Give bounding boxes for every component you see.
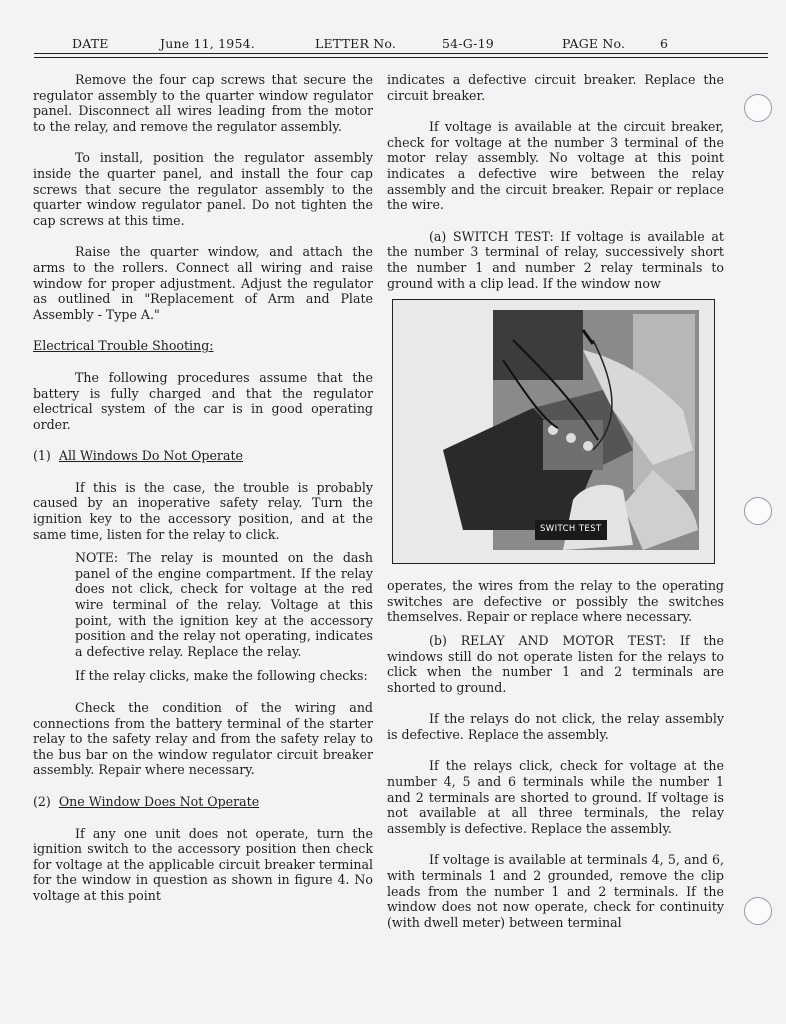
paragraph: If voltage is available at the circuit breaker, check for voltage at the number 3 terminal of the motor relay assembly. No voltage at this point indicates a defective wire between the relay assembly and the circuit breaker. Repair or replace the wire.	[387, 119, 724, 213]
paragraph: To install, position the regulator assembly inside the quarter panel, and install the four cap screws that secure the regulator assembly to the quarter window regulator panel. Do not tighten the cap screws at this time.	[33, 150, 373, 228]
figure-caption-label: SWITCH TEST	[535, 520, 607, 540]
paragraph: If this is the case, the trouble is probably caused by an inoperative safety relay. Turn the ignition key to the accessory position, and at the same time, listen for the relay to click.	[33, 479, 373, 542]
subsection-number: (2)	[33, 793, 51, 809]
paragraph: Remove the four cap screws that secure the regulator assembly to the quarter window regulator panel. Disconnect all wires leading from the motor to the relay, and remove the regulator assembly.	[33, 72, 373, 134]
switch-test-photo	[392, 299, 715, 564]
subsection-heading-1	[33, 448, 373, 464]
note-paragraph: NOTE: The relay is mounted on the dash panel of the engine compartment. If the relay does not click, check for voltage at the red wire terminal of the relay. Voltage at this point, with the ignition key at the accessory position and the relay not operating, indicates a defective relay. Replace the relay.	[75, 550, 373, 659]
paragraph: The following procedures assume that the battery is fully charged and that the regulator electrical system of the car is in good operating order.	[33, 369, 373, 432]
paragraph: If the relays do not click, the relay assembly is defective. Replace the assembly.	[387, 711, 724, 742]
section-heading: Electrical Trouble Shooting:	[33, 338, 214, 354]
paragraph: If the relay clicks, make the following checks:	[75, 668, 368, 684]
right-column	[387, 72, 724, 930]
paragraph: If any one unit does not operate, turn the ignition switch to the accessory position then check for voltage at the applicable circuit breaker terminal for the window in question as shown in figure 4. No voltage at this point	[33, 825, 373, 903]
binder-hole	[744, 94, 772, 122]
paragraph: operates, the wires from the relay to the operating switches are defective or possibly the switches themselves. Repair or replace where necessary.	[387, 578, 724, 625]
letter-number: 54-G-19	[442, 36, 494, 51]
subsection-number: (1)	[33, 448, 51, 464]
subsection-title: All Windows Do Not Operate	[58, 448, 243, 464]
paragraph: If the relays click, check for voltage at the number 4, 5 and 6 terminals while the number 1 and 2 terminals are shorted to ground. If voltage is not available at all three terminals, the relay assembly is defective. Replace the assembly.	[387, 758, 724, 836]
letter-label: LETTER No.	[315, 36, 397, 51]
binder-hole	[744, 897, 772, 925]
header-rule-bottom	[34, 57, 768, 58]
date-value: June 11, 1954.	[160, 36, 255, 51]
header-rule-top	[34, 53, 768, 54]
page-label: PAGE No.	[562, 36, 626, 51]
left-column	[33, 72, 373, 904]
date-label: DATE	[72, 36, 109, 51]
subsection-title: One Window Does Not Operate	[58, 793, 260, 809]
paragraph: Raise the quarter window, and attach the arms to the rollers. Connect all wiring and raise window for proper adjustment. Adjust the regulator as outlined in "Replacement of Arm and Plate Assembly - Type A."	[33, 244, 373, 322]
paragraph: (a) SWITCH TEST: If voltage is available at the number 3 terminal of relay, successively short the number 1 and number 2 relay terminals to ground with a clip lead. If the window now	[387, 228, 724, 291]
paragraph: (b) RELAY AND MOTOR TEST: If the windows still do not operate listen for the relays to click when the number 1 and 2 terminals are shorted to ground.	[387, 632, 724, 695]
paragraph: indicates a defective circuit breaker. Replace the circuit breaker.	[387, 72, 724, 103]
paragraph: If voltage is available at terminals 4, 5, and 6, with terminals 1 and 2 grounded, remove the clip leads from the number 1 and 2 terminals. If the window does not now operate, check for continuity (with dwell meter) between terminal	[387, 852, 724, 930]
page-number: 6	[660, 36, 669, 51]
page-header	[34, 36, 768, 52]
subsection-heading-2	[33, 794, 373, 810]
binder-hole	[744, 497, 772, 525]
paragraph: Check the condition of the wiring and connections from the battery terminal of the starter relay to the safety relay and from the safety relay to the bus bar on the window regulator circuit breaker assembly. Repair where necessary.	[33, 700, 373, 778]
